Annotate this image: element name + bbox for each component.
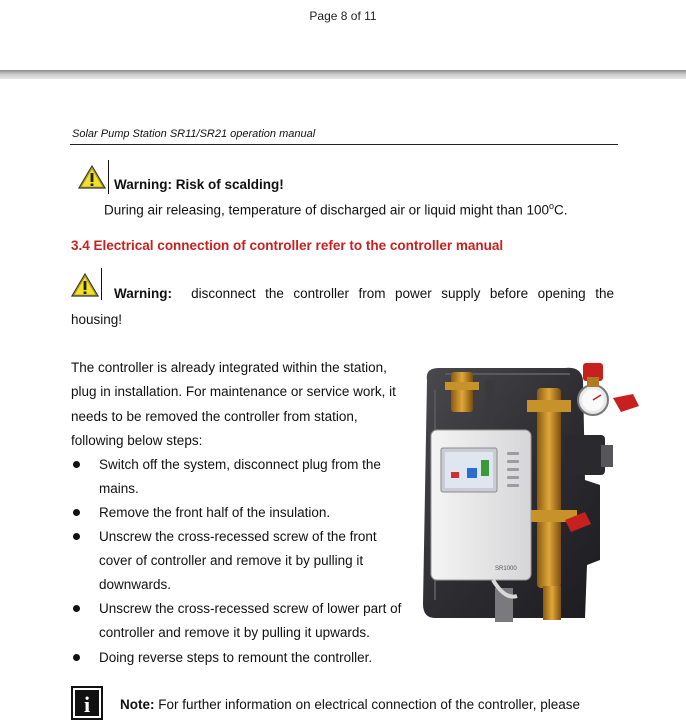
list-item: Switch off the system, disconnect plug from the mains. bbox=[99, 457, 381, 497]
bullet-dot bbox=[73, 605, 80, 612]
intro-line: The controller is already integrated within the station, bbox=[71, 360, 387, 375]
warning2-line2: housing! bbox=[71, 312, 123, 327]
warning-triangle-icon bbox=[78, 164, 106, 190]
section-heading: 3.4 Electrical connection of controller refer to the controller manual bbox=[71, 238, 504, 253]
intro-line: needs to be removed the controller from station, bbox=[71, 408, 358, 424]
svg-text:i: i bbox=[83, 692, 91, 717]
page-number: Page 8 of 11 bbox=[309, 9, 377, 23]
warning-divider bbox=[101, 268, 102, 300]
list-item: Unscrew the cross-recessed screw of the front cover of controller and remove it by pulling it downwards. bbox=[99, 529, 377, 593]
info-icon bbox=[71, 686, 103, 720]
bullet-dot bbox=[73, 509, 80, 516]
running-head-rule bbox=[70, 144, 618, 145]
warning-title: Warning: Risk of scalding! bbox=[114, 177, 284, 192]
warning-text: During air releasing, temperature of discharged air or liquid might than 100$^o$C. bbox=[104, 201, 568, 218]
header-bar bbox=[0, 70, 686, 79]
intro-paragraph bbox=[71, 356, 396, 453]
note-text: Note: For further information on electrical connection of the controller, please bbox=[120, 697, 580, 712]
intro-line: plug in installation. For maintenance or service work, it bbox=[71, 384, 396, 400]
warning-divider bbox=[108, 160, 109, 194]
warning-triangle-icon bbox=[71, 272, 99, 298]
controller-brand: SR1000 bbox=[495, 566, 517, 572]
pump-station-image bbox=[415, 360, 645, 622]
warning2-line1: Warning: disconnect the controller from power supply before opening the bbox=[114, 286, 614, 301]
running-head: Solar Pump Station SR11/SR21 operation manual bbox=[72, 128, 316, 140]
list-item: Unscrew the cross-recessed screw of lower part of controller and remove it by pulling it upwards. bbox=[99, 601, 402, 641]
list-item: Remove the front half of the insulation. bbox=[99, 505, 331, 520]
list-item: Doing reverse steps to remount the controller. bbox=[99, 650, 373, 665]
bullet-dot bbox=[73, 654, 80, 661]
bullet-dot bbox=[73, 461, 80, 468]
intro-line: following below steps: bbox=[71, 432, 203, 448]
bullet-dot bbox=[73, 533, 80, 540]
